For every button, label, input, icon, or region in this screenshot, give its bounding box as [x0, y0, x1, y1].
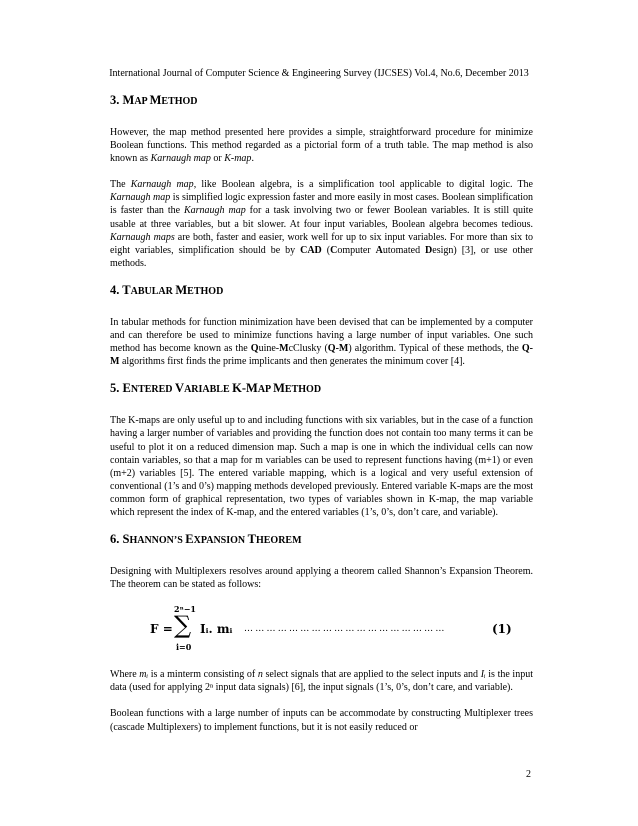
text-run: are both, faster and easier, work well for up to six input variables. For more than six to eight variables, simplification should be by	[110, 231, 533, 256]
sum-lower-limit: i=0	[176, 642, 192, 653]
section-title	[122, 283, 223, 297]
text-run: (	[321, 244, 331, 256]
paragraph	[110, 707, 533, 733]
text-run: n	[257, 669, 263, 681]
text-run: Q-M	[327, 343, 349, 355]
text-run: T	[122, 282, 131, 297]
text-run: Karnaugh map	[184, 205, 246, 217]
paragraph	[110, 126, 533, 165]
section-3-heading	[110, 93, 533, 109]
text-run: E	[185, 532, 194, 547]
small-caps-run: HANNON’S	[129, 535, 186, 547]
section-number: 6.	[110, 532, 120, 547]
text-run: Boolean functions with a large number of inputs can be accommodate by constructing Multiplexer trees (cascade Multiplexers) to implement functions, but it is not easily reduced or	[110, 708, 533, 733]
text-run: CAD	[300, 244, 322, 256]
paragraph	[110, 316, 533, 368]
text-run: ) algorithm. Typical of these methods, the	[348, 343, 522, 355]
small-caps-run: XPANSION	[193, 535, 248, 547]
small-caps-run: ABULAR	[130, 285, 176, 297]
text-run: utomated	[382, 244, 426, 256]
text-run: esign) [3], or use other methods.	[110, 244, 533, 269]
text-run: Karnaugh map	[110, 192, 171, 204]
text-run: M	[122, 93, 135, 107]
text-run: select signals that are applied to the select inputs and	[262, 669, 481, 681]
text-run: Q-M	[110, 343, 534, 368]
text-run: Karnaugh map	[130, 179, 194, 191]
text-run: E	[122, 381, 131, 396]
text-run: M	[273, 381, 285, 396]
sum-symbol: ∑	[174, 611, 192, 640]
text-run: is the input data (used for applying 2ⁿ input data signals) [6], the input signals (1’s, 0’s, don’t care, and variable).	[110, 669, 533, 694]
small-caps-run: ETHOD	[161, 96, 198, 107]
small-caps-run: ARIABLE	[184, 384, 233, 396]
small-caps-run: AP	[257, 384, 274, 396]
text-run: In tabular methods for function minimization have been devised that can be implemented by a computer and can therefore be used to minimize functions having a large number of input variables. One such method has become known as the	[110, 316, 533, 355]
equation-number: (1)	[492, 622, 512, 637]
paragraph	[110, 668, 533, 694]
section-number: 4.	[110, 282, 120, 297]
section-5-heading	[110, 381, 533, 397]
paragraph	[110, 414, 533, 519]
equation-lhs: F =	[150, 622, 173, 637]
paragraph	[110, 178, 533, 270]
text-run: C	[330, 244, 338, 256]
text-run: V	[175, 381, 185, 396]
section-4-heading	[110, 283, 533, 299]
equation-term: Iᵢ. mᵢ	[200, 622, 233, 637]
section-title	[123, 381, 322, 395]
text-run: Karnaugh maps	[110, 231, 175, 243]
sum-upper-limit: 2ⁿ−1	[174, 604, 196, 615]
text-run: Where	[110, 669, 140, 681]
text-run: cClusky (	[288, 343, 328, 355]
text-run: K-M	[232, 381, 258, 396]
equation-leader-dots: … … … … … … … … … … … … … … … … … …	[244, 624, 445, 635]
small-caps-run: NTERED	[130, 384, 176, 396]
text-run: M	[149, 93, 162, 107]
text-run: The K-maps are only useful up to and including functions with six variables, but in the case of a function having a larger number of variables and providing the function does not contain too many terms it can be useful to plot it on a reduced dimension map. Such a map is one in which the individual cells can now contain variables, so that a map for m variables can be used to represent functions having (m+1) or even (m+2) variables [5]. The entered variable mapping, which is a logical and very useful extension of conventional (1’s and 0’s) mapping methods developed previously. Entered variable K-maps are the most common form of graphical representation, two types of variables shown in K-map, the map variable which represent the index of K-map, and the entered variables (1’s, 0’s, don’t care, and variable).	[110, 415, 533, 518]
section-title	[123, 93, 198, 107]
text-run: is a minterm consisting of	[148, 669, 258, 681]
text-run: T	[247, 532, 256, 547]
small-caps-run: ETHOD	[187, 285, 224, 297]
section-6-heading	[110, 532, 533, 548]
text-run: mᵢ	[139, 669, 149, 681]
text-run: A	[375, 244, 383, 256]
text-run: D	[425, 244, 433, 256]
small-caps-run: HEOREM	[255, 535, 302, 547]
paragraph	[110, 565, 533, 591]
text-run: Iᵢ	[480, 669, 486, 681]
page-number: 2	[526, 769, 531, 780]
text-run: algorithms first finds the prime implicants and then generates the minimum cover [4].	[119, 356, 465, 368]
text-run: S	[122, 532, 130, 547]
text-run: However, the map method presented here provides a simple, straightforward procedure for minimize Boolean functions. This method regarded as a pictorial form of a truth table. The map method is also known as	[110, 127, 533, 165]
small-caps-run: AP	[134, 96, 150, 107]
text-run: Q	[250, 343, 259, 355]
text-run: , like Boolean algebra, is a simplification tool applicable to digital logic. The	[193, 179, 533, 191]
article-body	[110, 93, 533, 747]
text-run: M	[175, 282, 188, 297]
text-run: uine-	[258, 343, 280, 355]
small-caps-run: ETHOD	[284, 384, 322, 396]
text-run: or	[210, 153, 225, 165]
text-run: Designing with Multiplexers resolves around applying a theorem called Shannon’s Expansion Theorem. The theorem can be stated as follows:	[110, 566, 533, 591]
text-run: Karnaugh map	[150, 153, 211, 165]
shannon-equation	[110, 604, 533, 656]
journal-header: International Journal of Computer Science & Engineering Survey (IJCSES) Vol.4, No.6, December 2013	[109, 68, 529, 79]
text-run: omputer	[337, 244, 376, 256]
text-run: for a task involving two or fewer Boolean variables. It is still quite usable at three variables, but a bit slower. At four input variables, Boolean algebra becomes tedious.	[110, 205, 534, 230]
text-run: .	[251, 153, 254, 165]
text-run: The	[110, 179, 131, 191]
section-number: 3.	[110, 93, 120, 107]
text-run: K-map	[224, 153, 252, 165]
section-title	[123, 532, 302, 546]
section-number: 5.	[110, 381, 120, 396]
text-run: M	[279, 343, 289, 355]
text-run: is simplified logic expression faster and more easily in most cases. Boolean simplification is faster than the	[110, 192, 533, 217]
